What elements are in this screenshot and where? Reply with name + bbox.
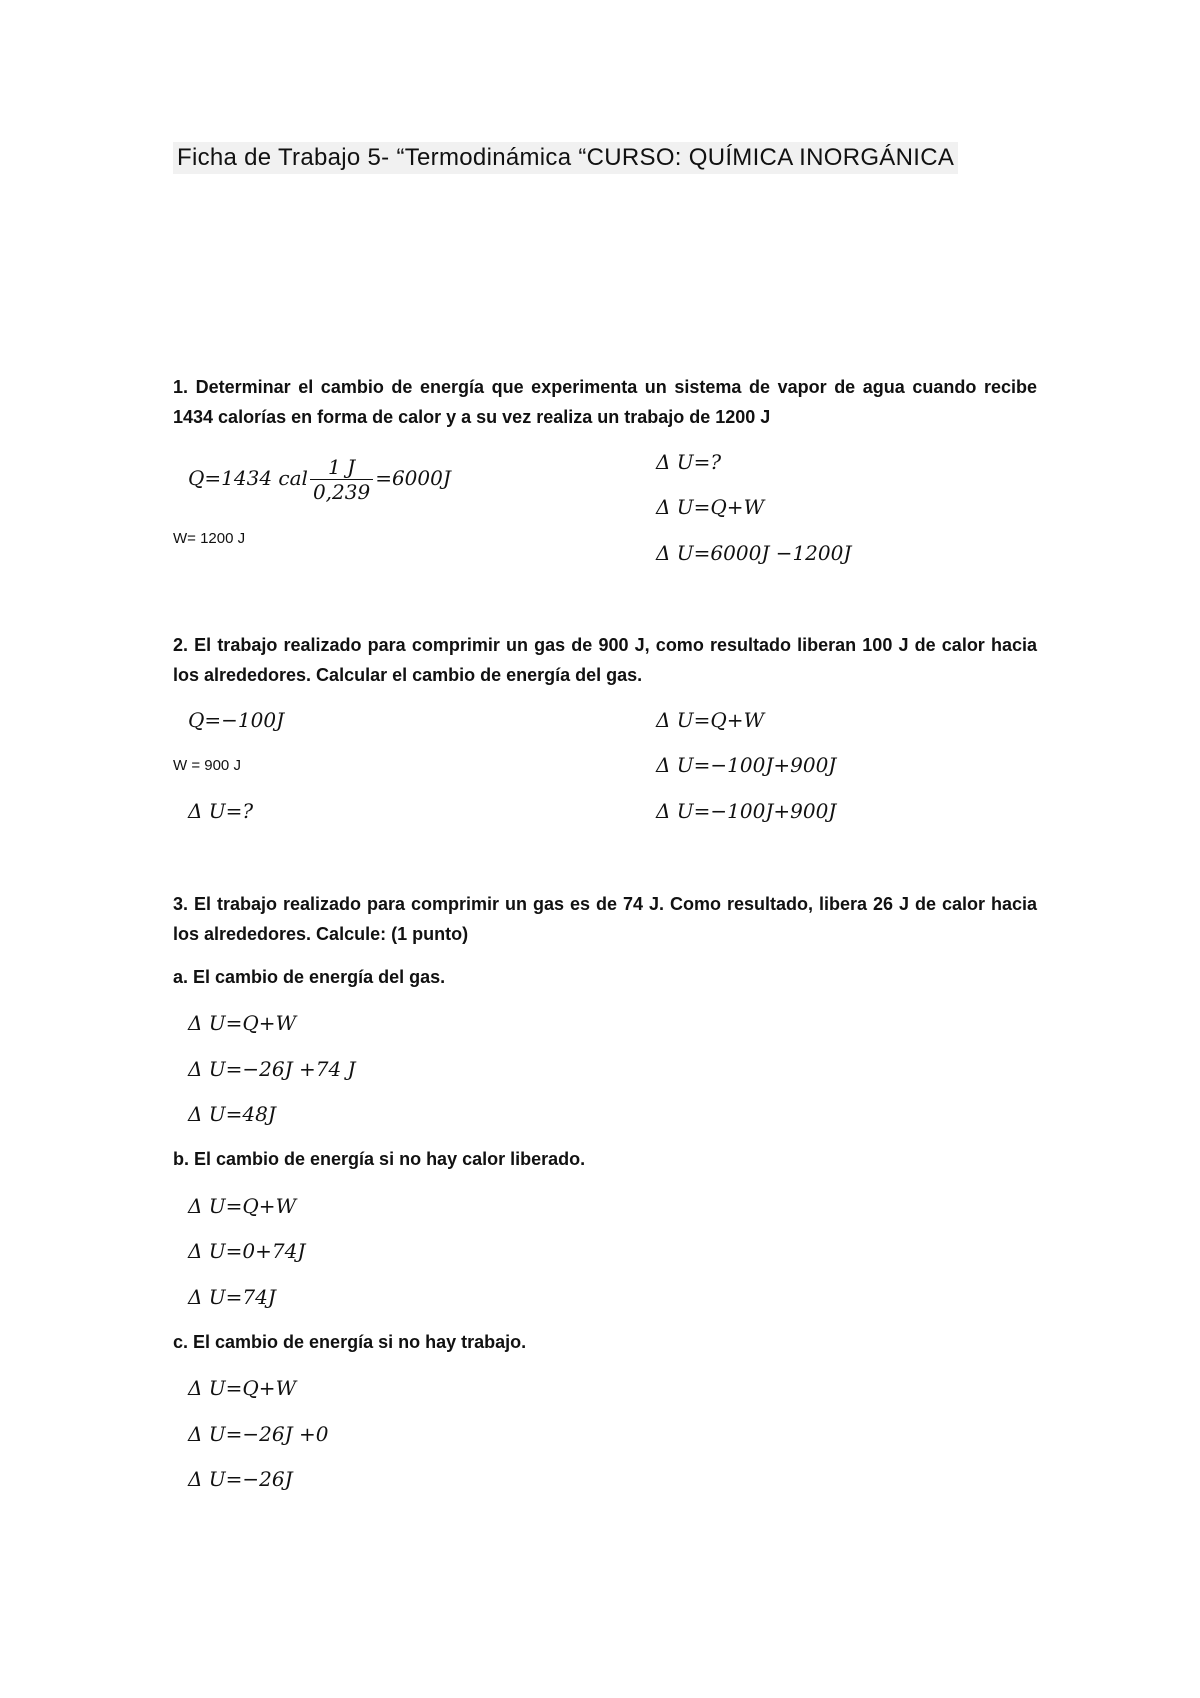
problem-3c-label: c. El cambio de energía si no hay trabajo. [173,1332,527,1352]
problem-2-right-line-1: Δ U=Q+W [656,708,765,732]
problem-3c-line-3: Δ U=−26J [188,1467,293,1491]
problem-3-statement: 3. El trabajo realizado para comprimir un gas es de 74 J. Como resultado, libera 26 J de calor hacia los alrededores. Calcule: (1 punto) [173,894,1037,944]
problem-1-right-line-2: Δ U=Q+W [656,495,765,519]
problem-3a-line-1: Δ U=Q+W [188,1011,297,1035]
conversion-fraction [310,455,373,504]
problem-2-left-line-3: Δ U=? [188,799,254,823]
problem-3a-line-3: Δ U=48J [188,1102,276,1126]
problem-1-statement: 1. Determinar el cambio de energía que experimenta un sistema de vapor de agua cuando recibe 1434 calorías en forma de calor y a su vez realiza un trabajo de 1200 J [173,377,1037,427]
problem-1-work-value: W= 1200 J [173,530,246,547]
problem-3b-label: b. El cambio de energía si no hay calor liberado. [173,1149,586,1169]
problem-3a-label: a. El cambio de energía del gas. [173,967,446,987]
page-title: Ficha de Trabajo 5- “Termodinámica “CURSO: QUÍMICA INORGÁNICA [173,142,958,174]
problem-3b-line-1: Δ U=Q+W [188,1194,297,1218]
fraction-denominator: 0,239 [312,480,371,504]
problem-3a-line-2: Δ U=−26J +74 J [188,1057,356,1081]
problem-3c-line-1: Δ U=Q+W [188,1376,297,1400]
problem-1-right-line-3: Δ U=6000J −1200J [656,541,852,565]
q-right: =6000J [375,466,451,490]
problem-3b-line-3: Δ U=74J [188,1285,276,1309]
problem-3c-line-2: Δ U=−26J +0 [188,1422,329,1446]
problem-2-right-line-3: Δ U=−100J+900J [656,799,837,823]
problem-1-right-line-1: Δ U=? [656,450,722,474]
problem-3b-line-2: Δ U=0+74J [188,1239,306,1263]
problem-2-left-line-2: W = 900 J [173,757,241,774]
q-left: Q=1434 cal [188,466,308,490]
problem-2-left-line-1: Q=−100J [188,708,285,732]
problem-2-right-line-2: Δ U=−100J+900J [656,753,837,777]
fraction-numerator: 1 J [310,455,373,480]
problem-1-q-equation [188,455,451,504]
problem-2-statement: 2. El trabajo realizado para comprimir un gas de 900 J, como resultado liberan 100 J de calor hacia los alrededores. Calcular el cambio de energía del gas. [173,635,1037,685]
